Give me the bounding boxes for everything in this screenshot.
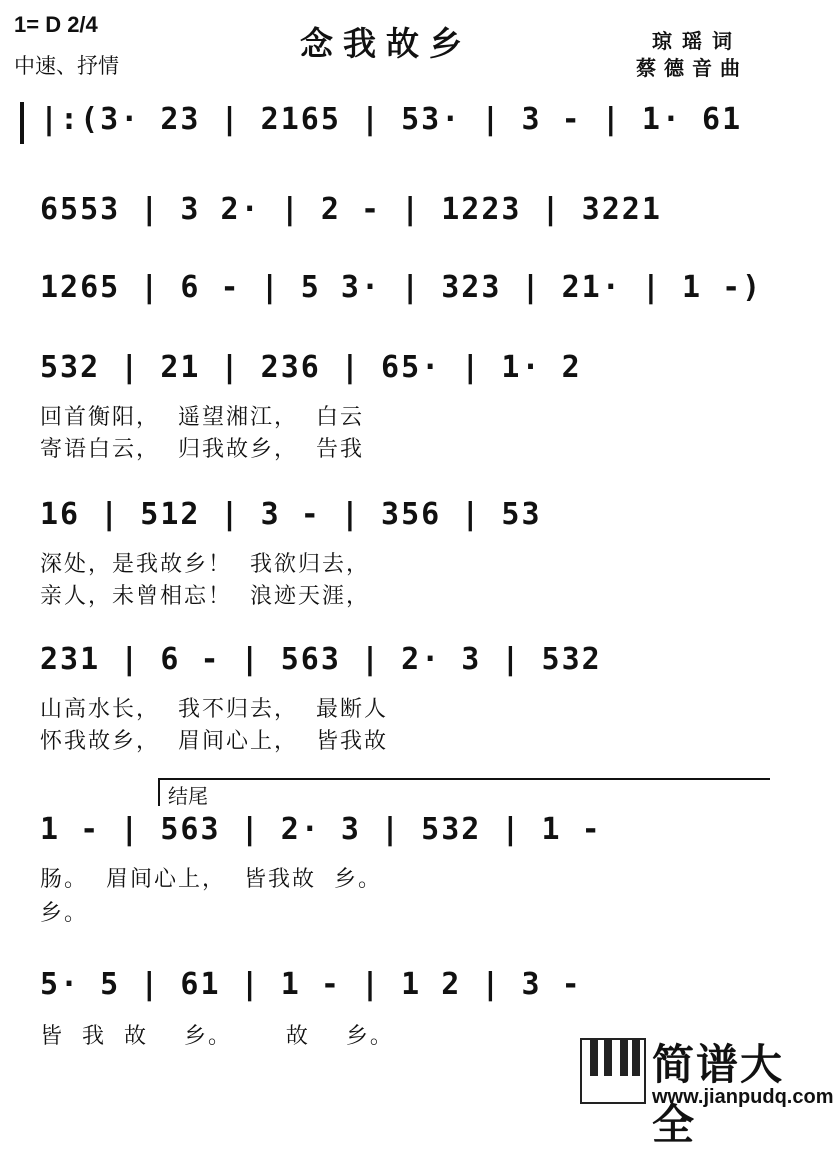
- site-watermark: [572, 1026, 833, 1148]
- lyric-verse-1: 深处，是我故乡！ 我欲归去，: [40, 552, 370, 577]
- watermark-url: www.jianpudq.com: [652, 1086, 833, 1108]
- notation-line: 231 | 6 - | 563 | 2· 3 | 532: [40, 642, 602, 677]
- ending-bracket: [158, 778, 770, 806]
- key-signature: 1= D 2/4: [14, 12, 98, 37]
- score-line-7: [0, 810, 798, 926]
- lyric-verse-2: 寄语白云， 归我故乡， 告我: [40, 437, 364, 462]
- score-line-4: [0, 348, 798, 462]
- score-line-2: [0, 190, 798, 250]
- lyric-line: 乡。: [40, 901, 89, 926]
- notation-line: 6553 | 3 2· | 2 - | 1223 | 3221: [40, 192, 662, 227]
- composer-credit: 蔡德音曲: [636, 56, 748, 80]
- notation-line: 16 | 512 | 3 - | 356 | 53: [40, 497, 542, 532]
- tempo-marking: 中速、抒情: [14, 55, 119, 78]
- lyric-verse-1: 山高水长， 我不归去， 最断人: [40, 697, 388, 722]
- score-line-1: [0, 100, 798, 160]
- piano-logo-icon: [580, 1038, 646, 1104]
- notation-line: 532 | 21 | 236 | 65· | 1· 2: [40, 350, 582, 385]
- lyric-line: 肠。 眉间心上， 皆我故 乡。: [40, 867, 382, 892]
- notation-line: 1 - | 563 | 2· 3 | 532 | 1 -: [40, 812, 602, 847]
- lyric-verse-2: 怀我故乡， 眉间心上， 皆我故: [40, 729, 388, 754]
- lyric-line: 皆 我 故 乡。 故 乡。: [40, 1024, 394, 1049]
- score-line-6: [0, 640, 798, 754]
- lyric-verse-2: 亲人，未曾相忘！ 浪迹天涯，: [40, 584, 370, 609]
- score-line-5: [0, 495, 798, 609]
- lyric-verse-1: 回首衡阳， 遥望湘江， 白云: [40, 405, 364, 430]
- notation-line: 1265 | 6 - | 5 3· | 323 | 21· | 1 -): [40, 270, 763, 305]
- ending-label: 结尾: [168, 786, 208, 808]
- song-title: 念我故乡: [300, 24, 472, 63]
- notation-line: 5· 5 | 61 | 1 - | 1 2 | 3 -: [40, 967, 582, 1002]
- lyricist-credit: 琼瑶词: [652, 29, 742, 53]
- watermark-brand: 简谱大全: [652, 1041, 785, 1148]
- notation-line: |:(3· 23 | 2165 | 53· | 3 - | 1· 61: [40, 102, 743, 137]
- score-line-3: [0, 268, 798, 328]
